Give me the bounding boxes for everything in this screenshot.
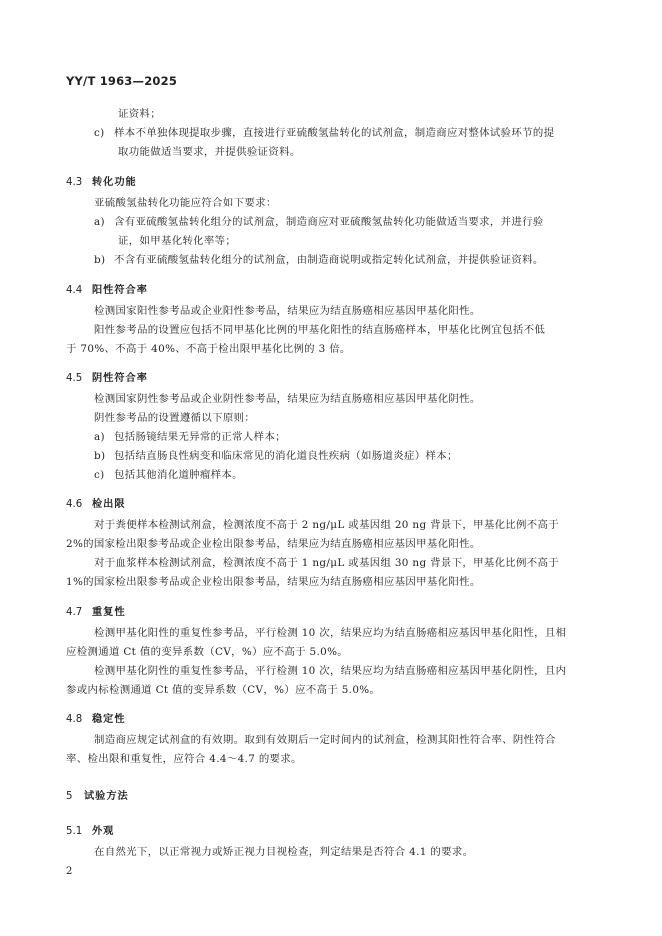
list-text: 包括结直肠良性病变和临床常见的消化道良性疾病（如肠道炎症）样本； — [114, 450, 458, 462]
section-number: 5.1 — [66, 826, 83, 837]
list-text: 含有亚硫酸氢盐转化组分的试剂盒，制造商应对亚硫酸氢盐转化功能做适当要求，并进行验 — [114, 216, 544, 228]
section-heading-4-3 — [66, 173, 137, 188]
paragraph: 阳性参考品的设置应包括不同甲基化比例的甲基化阳性的结直肠癌样本，甲基化比例宜包括不低 — [94, 324, 546, 336]
list-marker: a) — [94, 431, 105, 443]
paragraph: 在自然光下，以正常视力或矫正视力目视检查，判定结果是否符合 4.1 的要求。 — [94, 846, 474, 858]
section-title: 稳定性 — [92, 714, 126, 725]
section-title: 外观 — [92, 826, 115, 837]
section-number: 5 — [66, 791, 73, 802]
paragraph: 检测甲基化阴性的重复性参考品，平行检测 10 次，结果应均为结直肠癌相应基因甲基化阴性，且内 — [94, 665, 567, 677]
list-marker: a) — [94, 216, 105, 228]
list-marker: b) — [94, 254, 106, 266]
section-number: 4.7 — [66, 607, 83, 618]
paragraph-cont: 2%的国家检出限参考品或企业检出限参考品，结果应为结直肠癌相应基因甲基化阳性。 — [66, 538, 481, 550]
paragraph-cont: 参或内标检测通道 Ct 值的变异系数（CV，%）应不高于 5.0%。 — [66, 684, 381, 696]
paragraph: 检测国家阴性参考品或企业阴性参考品，结果应为结直肠癌相应基因甲基化阴性。 — [94, 393, 481, 405]
list-item-b — [94, 450, 458, 463]
list-item-c — [94, 469, 243, 482]
paragraph: 对于粪便样本检测试剂盒，检测浓度不高于 2 ng/μL 或基因组 20 ng 背景下，甲基化比例不高于 — [94, 519, 560, 531]
section-title: 阴性符合率 — [92, 373, 148, 384]
section-heading-5-1 — [66, 822, 114, 837]
page-number: 2 — [66, 866, 73, 877]
section-number: 4.8 — [66, 714, 83, 725]
document-id: YY/T 1963—2025 — [66, 74, 178, 88]
paragraph-cont: 率、检出限和重复性，应符合 4.4～4.7 的要求。 — [66, 753, 302, 765]
list-item-c — [94, 127, 554, 140]
paragraph: 制造商应规定试剂盒的有效期。取到有效期后一定时间内的试剂盒，检测其阳性符合率、阴性符合 — [94, 734, 556, 746]
list-marker: c) — [94, 127, 105, 139]
list-item-b — [94, 254, 544, 267]
paragraph-cont: 应检测通道 Ct 值的变异系数（CV，%）应不高于 5.0%。 — [66, 646, 349, 658]
section-number: 4.5 — [66, 373, 83, 384]
section-heading-4-4 — [66, 281, 148, 296]
list-item-c-cont: 取功能做适当要求，并提供验证资料。 — [118, 146, 301, 158]
section-heading-4-8 — [66, 710, 126, 725]
list-item-continuation: 证资料； — [118, 108, 161, 120]
paragraph: 检测国家阳性参考品或企业阳性参考品，结果应为结直肠癌相应基因甲基化阳性。 — [94, 305, 481, 317]
paragraph: 阴性参考品的设置遵循以下原则： — [94, 412, 256, 424]
list-text: 样本不单独体现提取步骤，直接进行亚硫酸氢盐转化的试剂盒，制造商应对整体试验环节的提 — [114, 127, 555, 139]
paragraph: 对于血浆样本检测试剂盒，检测浓度不高于 1 ng/μL 或基因组 30 ng 背景下，甲基化比例不高于 — [94, 557, 560, 569]
list-text: 包括其他消化道肿瘤样本。 — [114, 469, 243, 481]
section-title: 转化功能 — [92, 177, 137, 188]
list-text: 不含有亚硫酸氢盐转化组分的试剂盒，由制造商说明或指定转化试剂盒，并提供验证资料。 — [114, 254, 544, 266]
section-heading-4-5 — [66, 369, 148, 384]
section-number: 4.4 — [66, 285, 83, 296]
section-heading-4-6 — [66, 495, 126, 510]
list-marker: b) — [94, 450, 106, 462]
section-title: 检出限 — [92, 499, 126, 510]
paragraph-cont: 于 70%、不高于 40%、不高于检出限甲基化比例的 3 倍。 — [66, 343, 351, 355]
section-number: 4.6 — [66, 499, 83, 510]
section-title: 试验方法 — [84, 791, 129, 802]
section-title: 重复性 — [92, 607, 126, 618]
list-item-a — [94, 216, 544, 229]
list-item-a — [94, 431, 286, 444]
section-heading-4-7 — [66, 603, 126, 618]
list-marker: c) — [94, 469, 105, 481]
paragraph-cont: 1%的国家检出限参考品或企业检出限参考品，结果应为结直肠癌相应基因甲基化阳性。 — [66, 576, 481, 588]
paragraph: 亚硫酸氢盐转化功能应符合如下要求： — [94, 197, 277, 209]
list-item-a-cont: 证，如甲基化转化率等； — [118, 235, 237, 247]
list-text: 包括肠镜结果无异常的正常人样本； — [114, 431, 286, 443]
section-title: 阳性符合率 — [92, 285, 148, 296]
section-heading-5 — [66, 787, 129, 802]
section-number: 4.3 — [66, 177, 83, 188]
paragraph: 检测甲基化阳性的重复性参考品，平行检测 10 次，结果应均为结直肠癌相应基因甲基化阳性，且相 — [94, 627, 567, 639]
